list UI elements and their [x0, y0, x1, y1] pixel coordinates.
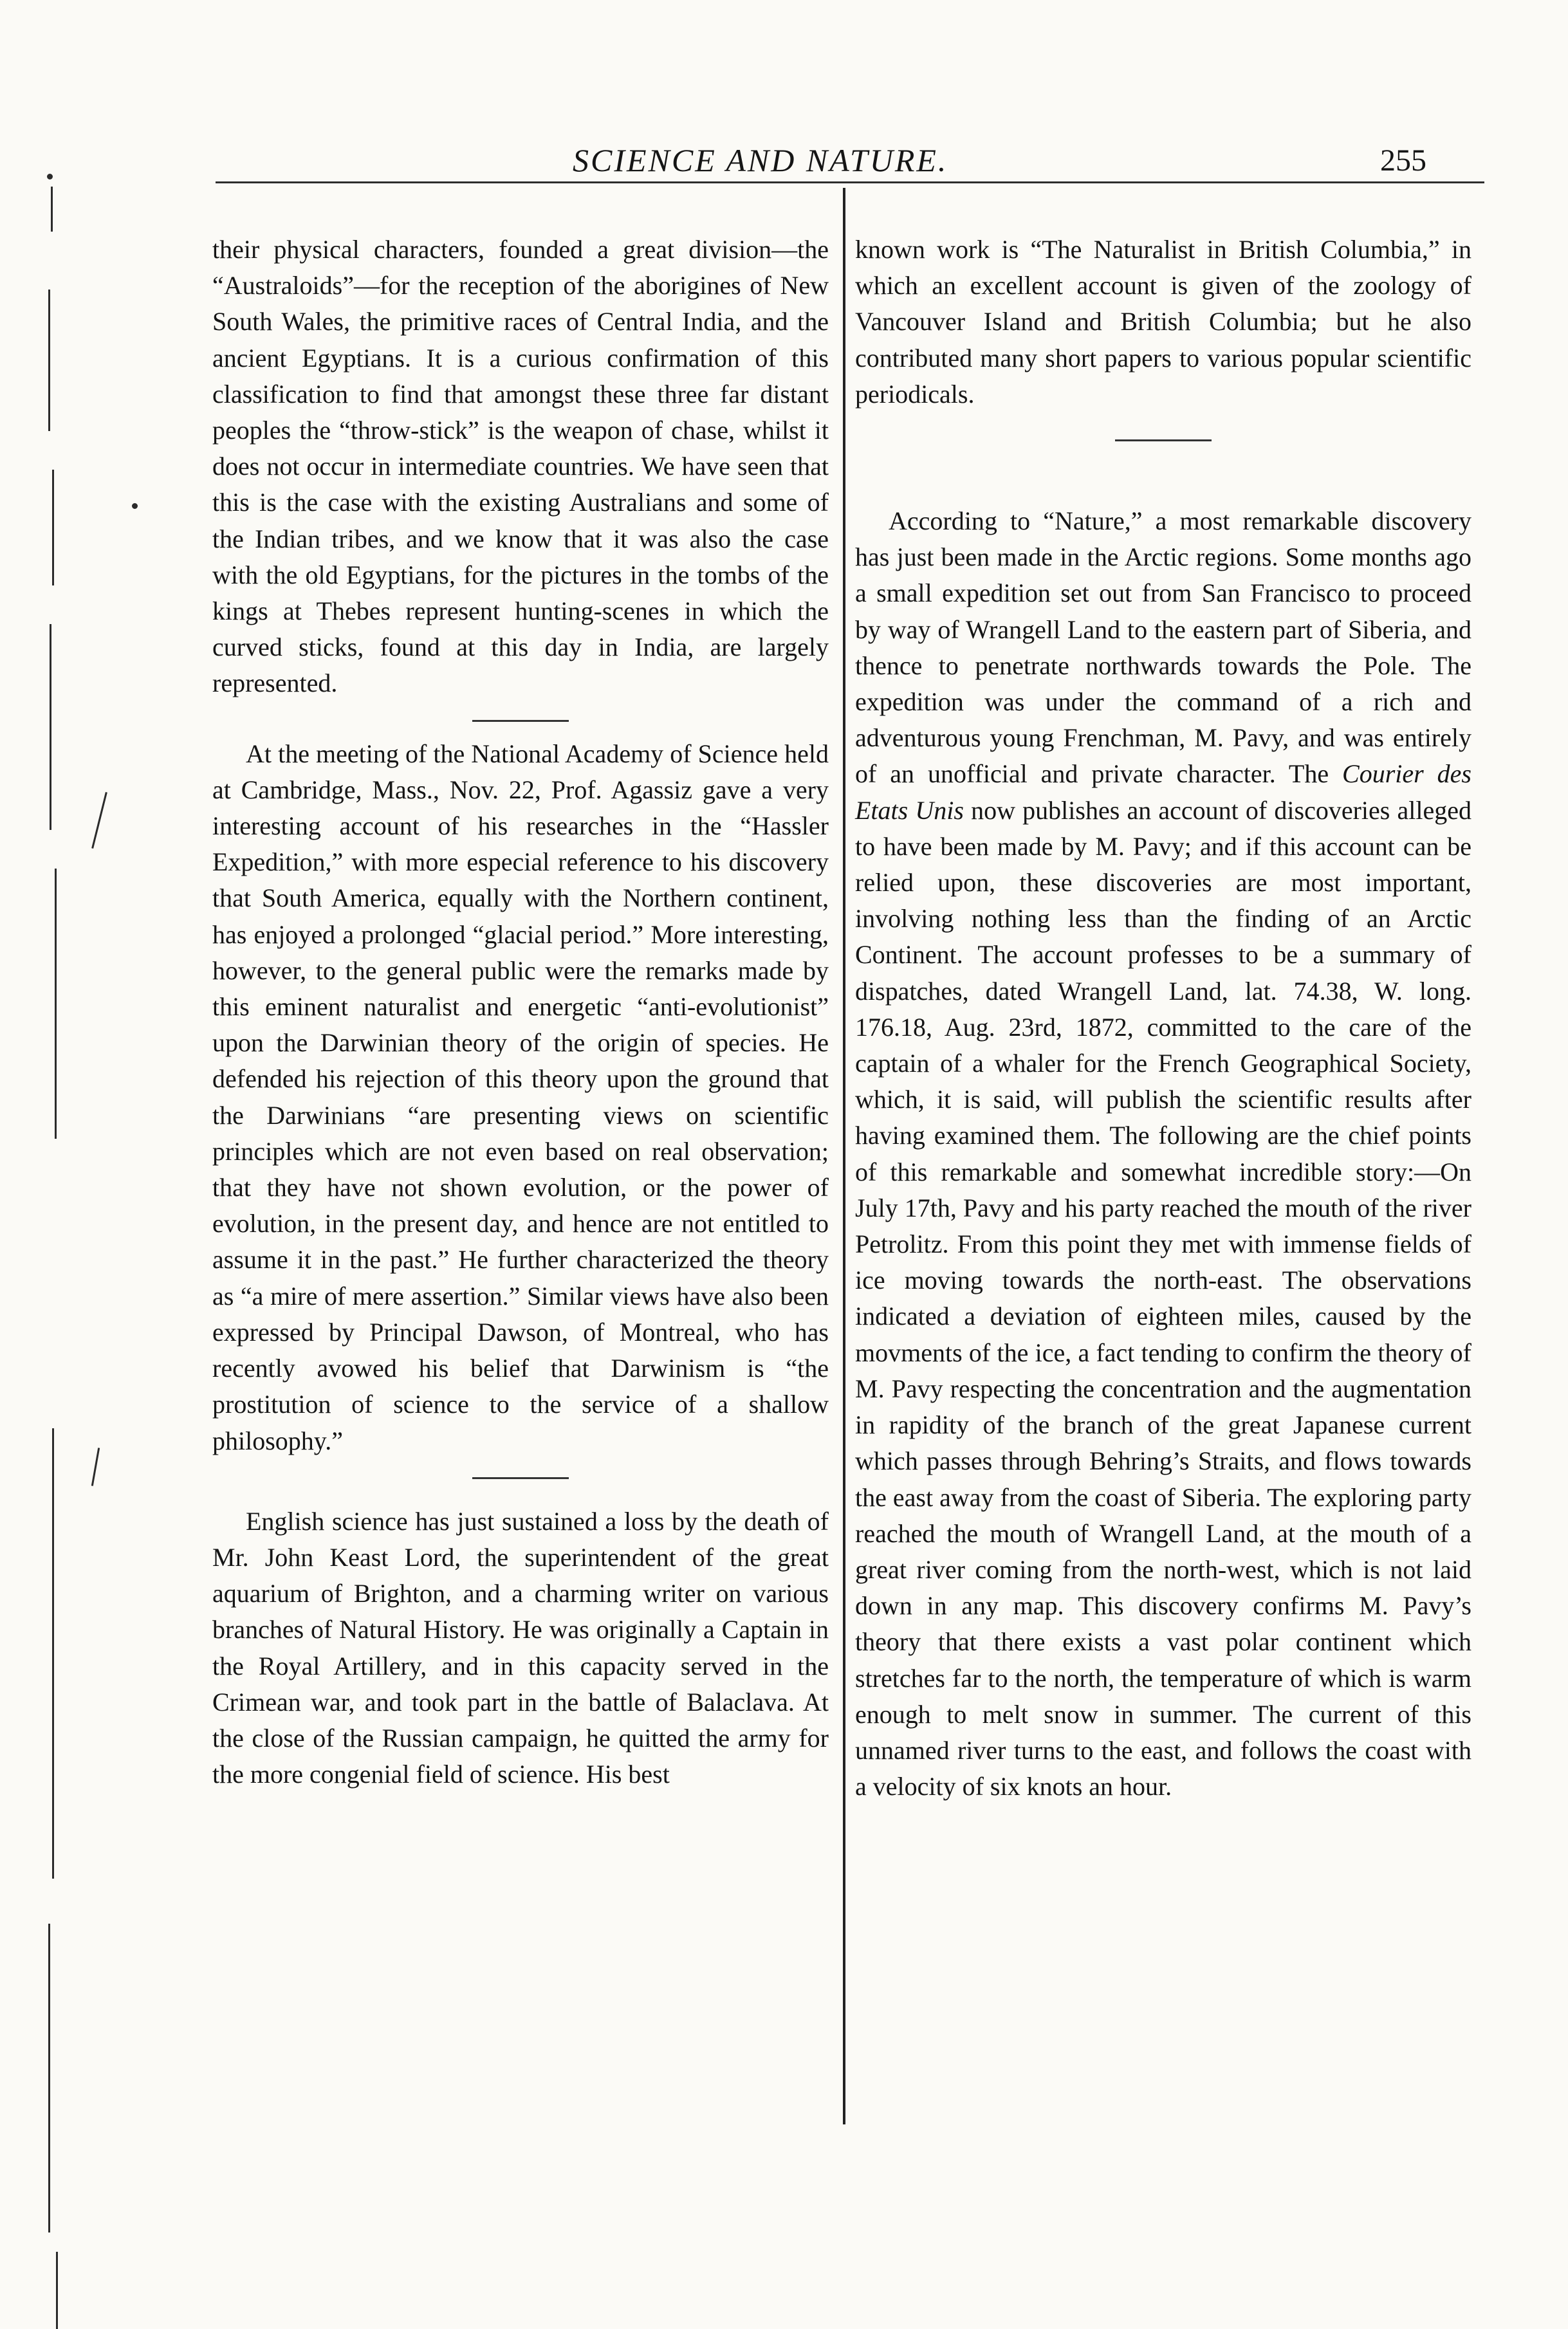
right-column [855, 232, 1471, 1805]
paragraph-australoids: their physical characters, founded a great division—the “Australoids”—for the reception of the aborigines of New South Wales, the primitive races of Central India, and the ancient Egyptians. It is a curious confirmation of this classification to find that amongst these three far distant peoples the “throw-stick” is the weapon of chase, whilst it does not occur in intermediate countries. We have seen that this is the case with the existing Australians and some of the Indian tribes, and we know that it was also the case with the old Egyptians, for the pictures in the tombs of the kings at Thebes represent hunting-scenes in which the curved sticks, found at this day in India, are largely represented. [212, 235, 829, 698]
paragraph-arctic-continent [855, 503, 1471, 1805]
margin-speck [132, 503, 138, 509]
left-column [212, 232, 829, 1792]
running-title: SCIENCE AND NATURE. [573, 142, 948, 178]
running-head [0, 135, 1568, 187]
header-rule [216, 181, 1484, 183]
arctic-text-end: now publishes an account of discoveries alleged to have been made by M. Pavy; and if this account can be relied upon, these discoveries are most important, involving nothing less than the finding of an Arctic Continent. The account professes to be a summary of dispatches, dated Wrangell Land, lat. 74.38, W. long. 176.18, Aug. 23rd, 1872, committed to the care of the captain of a whaler for the French Geographical Society, which, it is said, will publish the scientific results after having examined them. The following are the chief points of this remarkable and somewhat incredible story:—On July 17th, Pavy and his party reached the mouth of the river Petrolitz. From this point they met with immense fields of ice moving towards the north-east. The observations indicated a deviation of eighteen miles, caused by the movments of the ice, a fact tending to confirm the theory of M. Pavy respecting the concentration and the augmentation in rapidity of the branch of the great Japanese current which passes through Behring’s Straits, and flows towards the east away from the coast of Siberia. The exploring party reached the mouth of Wrangell Land, at the mouth of a great river coming from the north-west, which is not laid down in any map. This discovery confirms M. Pavy’s theory that there exists a vast polar continent which stretches far to the north, the temperature of which is warm enough to melt snow in summer. The current of this unnamed river turns to the east, and follows the coast with a velocity of six knots an hour. [855, 795, 1471, 1801]
paragraph-agassiz: At the meeting of the National Academy of Science held at Cambridge, Mass., Nov. 22, Prof. Agassiz gave a very interesting account of his researches in the “Hassler Expedition,” with more especial reference to his discovery that South America, equally with the Northern continent, has enjoyed a prolonged “glacial period.” More interesting, however, to the general public were the remarks made by this eminent naturalist and energetic “anti-evolutionist” upon the Darwinian theory of the origin of species. He defended his rejection of this theory upon the ground that the Darwinians “are presenting views on scientific principles which are not even based on real observation; that they have not shown evolution, or the power of evolution, in the present day, and hence are not entitled to assume it in the past.” He further characterized the theory as “a mire of mere assertion.” Similar views have also been expressed by Principal Dawson, of Montreal, who has recently avowed his belief that Darwinism is “the prostitution of science to the service of a shallow philosophy.” [212, 739, 829, 1455]
margin-scratch [52, 1428, 54, 1879]
section-separator [472, 1477, 569, 1479]
page-number: 255 [1380, 143, 1426, 178]
column-divider [843, 188, 845, 2124]
margin-scratch [91, 792, 107, 849]
arctic-text-start: According to “Nature,” a most remarkable discovery has just been made in the Arctic regions. Some months ago a small expedition set out from San Francisco to proceed by way of Wrangell Land to the eastern part of Siberia, and thence to penetrate northwards towards the Pole. The expedition was under the command of a rich and adventurous young Frenchman, M. Pavy, and was entirely of an unofficial and private character. The [855, 506, 1471, 789]
margin-scratch [55, 869, 57, 1139]
section-separator [472, 720, 569, 722]
margin-scratch [51, 187, 53, 232]
newspaper-title: Courier des Etats Unis [855, 759, 1471, 825]
margin-scratch [52, 470, 54, 585]
margin-scratch [91, 1448, 100, 1486]
paragraph-naturalist: known work is “The Naturalist in British Columbia,” in which an excellent account is given of the zoology of Vancouver Island and British Columbia; but he also contributed many short papers to various popular scientific periodicals. [855, 235, 1471, 409]
margin-scratch [50, 624, 51, 830]
margin-scratch [48, 290, 50, 431]
binding-edge-marks [35, 109, 106, 2276]
margin-scratch [56, 2252, 58, 2329]
margin-scratch [48, 1924, 50, 2232]
paragraph-lord: English science has just sustained a loss by the death of Mr. John Keast Lord, the superintendent of the great aquarium of Brighton, and a charming writer on various branches of Natural History. He was originally a Captain in the Royal Artillery, and in this capacity served in the Crimean war, and took part in the battle of Balaclava. At the close of the Russian campaign, he quitted the army for the more congenial field of science. His best [212, 1506, 829, 1789]
section-separator [1115, 439, 1212, 441]
